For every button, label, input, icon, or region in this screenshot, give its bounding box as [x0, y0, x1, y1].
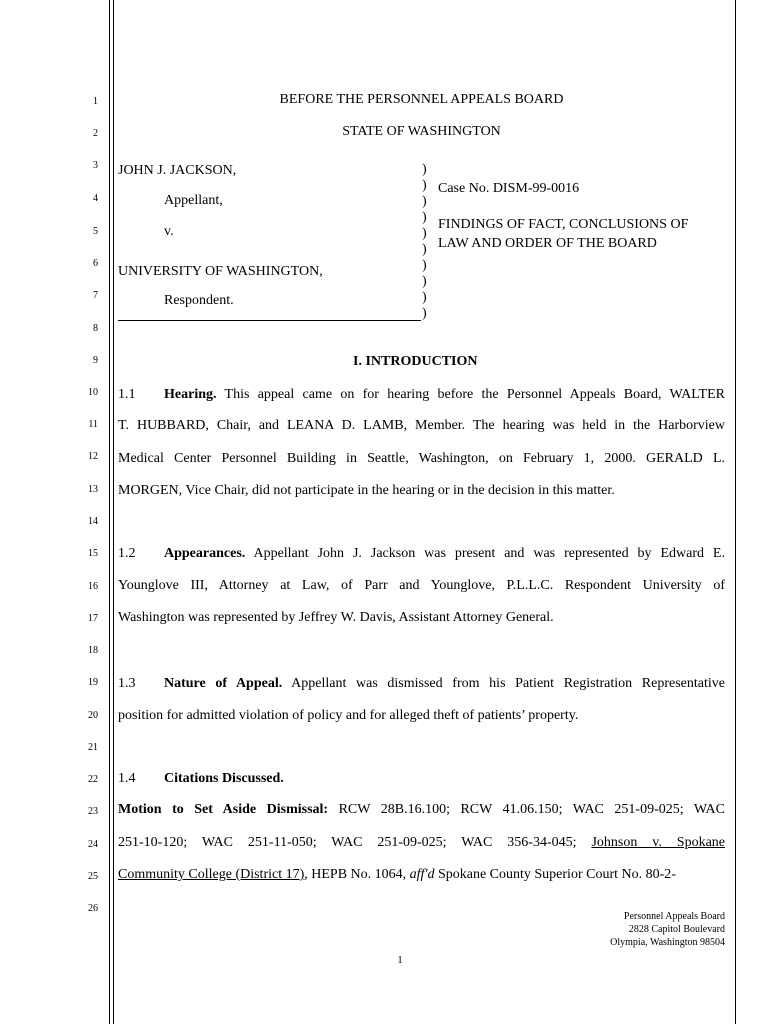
line-number: 17 [88, 613, 98, 624]
para-1-3-number: 1.3 [118, 676, 136, 691]
line-number: 8 [93, 323, 98, 334]
motion-citations: RCW 28B.16.100; RCW 41.06.150; WAC 251-09-025; WAC [338, 802, 725, 817]
paren: ) [422, 162, 427, 177]
footer-line-3: Olympia, Washington 98504 [610, 937, 725, 948]
appellant-name: JOHN J. JACKSON, [118, 163, 237, 178]
para-1-4-heading [164, 771, 284, 787]
line-number: 13 [88, 484, 98, 495]
case-name-part-2: Community College (District 17) [118, 867, 305, 882]
line-number: 9 [93, 355, 98, 366]
line-number: 20 [88, 710, 98, 721]
para-1-1-line-1 [164, 387, 725, 403]
line-number: 7 [93, 290, 98, 301]
footer-line-2: 2828 Capitol Boulevard [628, 924, 725, 935]
line-number: 11 [88, 419, 98, 430]
document-title-line-1: FINDINGS OF FACT, CONCLUSIONS OF [438, 217, 689, 232]
para-1-4-line-2 [118, 835, 725, 851]
line-number: 18 [88, 645, 98, 656]
para-1-1-number: 1.1 [118, 387, 136, 402]
line-number: 4 [93, 193, 98, 204]
respondent-name: UNIVERSITY OF WASHINGTON, [118, 264, 323, 279]
line-number: 26 [88, 903, 98, 914]
citations-list: 251-10-120; WAC 251-11-050; WAC 251-09-025; WAC 356-34-045; [118, 835, 577, 850]
para-1-3-heading: Nature of Appeal. [164, 676, 283, 691]
paren: ) [422, 306, 427, 321]
para-1-1-line-2: T. HUBBARD, Chair, and LEANA D. LAMB, Member. The hearing was held in the Harborview [118, 418, 725, 433]
line-number: 3 [93, 160, 98, 171]
versus: v. [164, 224, 174, 239]
footer-line-1: Personnel Appeals Board [623, 911, 725, 922]
right-margin-rule [735, 0, 736, 1024]
paren: ) [422, 226, 427, 241]
line-number: 25 [88, 871, 98, 882]
paren: ) [422, 290, 427, 305]
para-1-4-heading-text: Citations Discussed. [164, 771, 284, 786]
board-heading: BEFORE THE PERSONNEL APPEALS BOARD [279, 92, 564, 107]
para-1-2-text: Appellant John J. Jackson was present and was represented by Edward E. [253, 546, 725, 561]
line-number: 2 [93, 128, 98, 139]
line-number: 6 [93, 258, 98, 269]
paren: ) [422, 274, 427, 289]
affd: aff'd [409, 867, 435, 882]
line-number: 21 [88, 742, 98, 753]
line-number: 24 [88, 839, 98, 850]
paren: ) [422, 210, 427, 225]
para-1-2-line-3: Washington was represented by Jeffrey W. Davis, Assistant Attorney General. [118, 610, 554, 625]
caption-underline [118, 320, 421, 321]
case-number: Case No. DISM-99-0016 [438, 181, 580, 196]
hepb-citation: , HEPB No. 1064, [304, 867, 407, 882]
footer-address [610, 910, 725, 949]
document-title-line-2: LAW AND ORDER OF THE BOARD [438, 236, 657, 251]
paren: ) [422, 194, 427, 209]
para-1-3-text: Appellant was dismissed from his Patient Registration Representative [291, 676, 725, 691]
para-1-1-heading: Hearing. [164, 387, 217, 402]
line-number: 15 [88, 548, 98, 559]
paren: ) [422, 258, 427, 273]
appellant-role: Appellant, [164, 193, 223, 208]
line-number: 1 [93, 96, 98, 107]
line-number: 22 [88, 774, 98, 785]
line-number: 5 [93, 226, 98, 237]
case-name-part-1: Johnson v. Spokane [591, 835, 725, 850]
para-1-4-line-3 [118, 867, 676, 883]
section-heading [353, 354, 477, 370]
line-number: 19 [88, 677, 98, 688]
line-number: 16 [88, 581, 98, 592]
para-1-2-line-2: Younglove III, Attorney at Law, of Parr and Younglove, P.L.L.C. Respondent University of [118, 578, 725, 593]
para-1-2-line-1 [164, 546, 725, 562]
motion-label: Motion to Set Aside Dismissal: [118, 802, 329, 817]
paren: ) [422, 178, 427, 193]
line-number: 12 [88, 451, 98, 462]
section-heading-text: I. INTRODUCTION [353, 354, 478, 369]
para-1-1-text: This appeal came on for hearing before the Personnel Appeals Board, WALTER [224, 387, 725, 402]
para-1-1-line-3: Medical Center Personnel Building in Seattle, Washington, on February 1, 2000. GERALD L. [118, 451, 725, 466]
respondent-role: Respondent. [164, 293, 234, 308]
para-1-1-line-4: MORGEN, Vice Chair, did not participate in the hearing or in the decision in this matter. [118, 483, 615, 498]
para-1-2-heading: Appearances. [164, 546, 246, 561]
paren: ) [422, 242, 427, 257]
para-1-3-line-2: position for admitted violation of policy and for alleged theft of patients’ property. [118, 708, 579, 723]
para-1-3-line-1 [164, 676, 725, 692]
page-number: 1 [397, 954, 403, 966]
line-number: 10 [88, 387, 98, 398]
para-1-4-line-1 [118, 802, 725, 818]
left-margin-rule-1 [109, 0, 110, 1024]
superior-court-citation: Spokane County Superior Court No. 80-2- [437, 867, 676, 882]
line-number: 14 [88, 516, 98, 527]
left-margin-rule-2 [113, 0, 114, 1024]
para-1-4-number: 1.4 [118, 771, 136, 786]
state-heading: STATE OF WASHINGTON [342, 124, 501, 139]
para-1-2-number: 1.2 [118, 546, 136, 561]
line-number: 23 [88, 806, 98, 817]
